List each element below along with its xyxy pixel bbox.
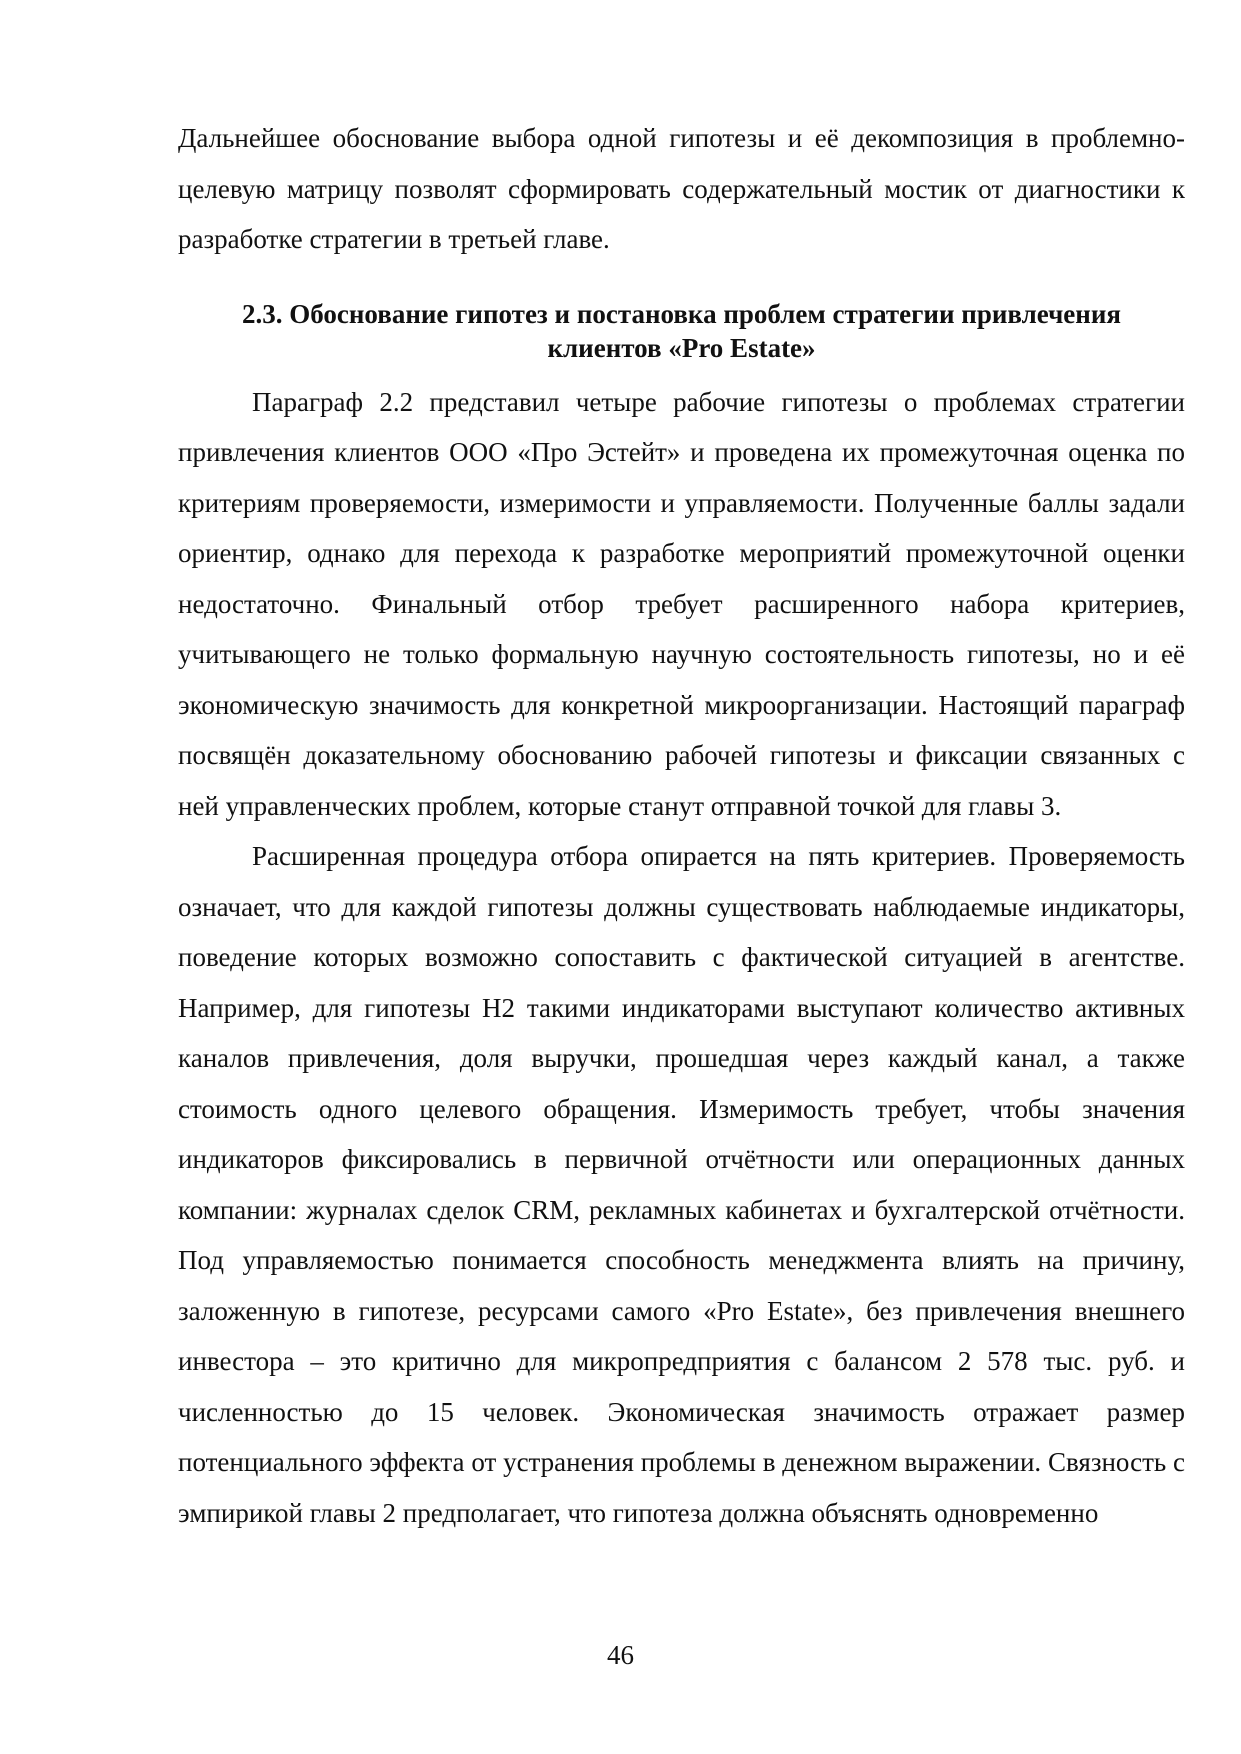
- section-heading-line-1: 2.3. Обоснование гипотез и постановка проблем стратегии привлечения: [241, 298, 1122, 329]
- intro-paragraph: Дальнейшее обоснование выбора одной гипотезы и её декомпозиция в проблемно-целевую матрицу позволят сформировать содержательный мостик от диагностики к разработке стратегии в третьей главе.: [178, 123, 1185, 254]
- body-paragraph-2: Расширенная процедура отбора опирается на пять критериев. Проверяемость означает, что для каждой гипотезы должны существовать наблюдаемые индикаторы, поведение которых возможно сопоставить с фактической ситуацией в агентстве. Например, для гипотезы H2 такими индикаторами выступают количество активных каналов привлечения, доля выручки, прошедшая через каждый канал, а также стоимость одного целевого обращения. Измеримость требует, чтобы значения индикаторов фиксировались в первичной отчётности или операционных данных компании: журналах сделок CRM, рекламных кабинетах и бухгалтерской отчётности. Под управляемостью понимается способность менеджмента влиять на причину, заложенную в гипотезе, ресурсами самого «Pro Estate», без привлечения внешнего инвестора – это критично для микропредприятия с балансом 2 578 тыс. руб. и численностью до 15 человек. Экономическая значимость отражает размер потенциального эффекта от устранения проблемы в денежном выражении. Связность с эмпирикой главы 2 предполагает, что гипотеза должна объяснять одновременно: [178, 841, 1185, 1528]
- section-heading-line-2: клиентов «Pro Estate»: [547, 332, 816, 363]
- section-heading: [178, 297, 1185, 365]
- page-number: 46: [607, 1640, 634, 1670]
- page-content: [178, 113, 1185, 1538]
- body-paragraph-1: Параграф 2.2 представил четыре рабочие гипотезы о проблемах стратегии привлечения клиентов ООО «Про Эстейт» и проведена их промежуточная оценка по критериям проверяемости, измеримости и управляемости. Полученные баллы задали ориентир, однако для перехода к разработке мероприятий промежуточной оценки недостаточно. Финальный отбор требует расширенного набора критериев, учитывающего не только формальную научную состоятельность гипотезы, но и её экономическую значимость для конкретной микроорганизации. Настоящий параграф посвящён доказательному обоснованию рабочей гипотезы и фиксации связанных с ней управленческих проблем, которые станут отправной точкой для главы 3.: [178, 386, 1185, 821]
